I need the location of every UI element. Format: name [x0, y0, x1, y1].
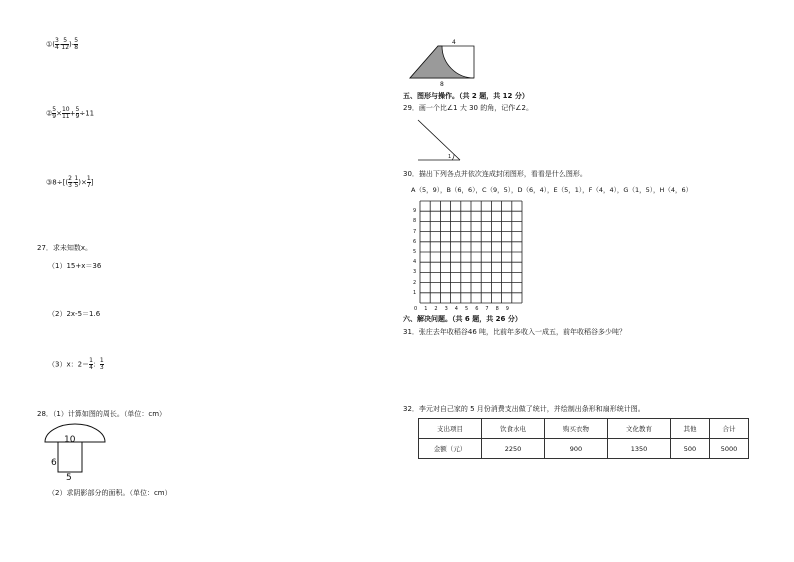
q28-title: 28．（1）计算如图的周长。（单位：cm） — [37, 410, 167, 418]
fraction: $\frac{1}{5}$ — [74, 175, 79, 189]
calc-item-2: ② $\frac{5}{9}$ × $\frac{10}{11}$ + $\frac{5}{9}$ ÷11 — [46, 106, 95, 120]
q29: 29．画一个比∠1 大 30 的角，记作∠2。 — [403, 104, 533, 112]
fraction: $\frac{1}{3}$ — [99, 357, 104, 371]
shaded-trapezoid-figure — [408, 44, 478, 82]
q31: 31．张庄去年收稻谷46 吨，比前年多收入一成五，前年收稻谷多少吨？ — [403, 328, 627, 336]
grid-x-label: 1 — [424, 306, 428, 312]
fig-label-6: 6 — [51, 458, 57, 468]
grid-x-label: 9 — [505, 306, 509, 312]
row-label-cell: 金额（元） — [419, 439, 482, 459]
value-cell: 900 — [545, 439, 608, 459]
fraction: $\frac{5}{9}$ — [75, 106, 80, 120]
grid-x-label: 8 — [495, 306, 499, 312]
grid-x-label: 0 — [414, 306, 418, 312]
angle-figure — [416, 118, 462, 162]
fraction: $\frac{5}{8}$ — [74, 37, 79, 51]
section-6-heading: 六、解决问题。（共 6 题，共 26 分） — [403, 315, 522, 323]
header-cell: 支出项目 — [419, 419, 482, 439]
grid-x-label: 6 — [475, 306, 479, 312]
grid-y-label: 3 — [413, 269, 417, 276]
expense-table — [418, 418, 749, 459]
grid-x-label: 5 — [465, 306, 469, 312]
fraction: $\frac{5}{12}$ — [61, 37, 70, 51]
grid-y-label: 2 — [413, 279, 417, 286]
table-header-row — [419, 419, 749, 439]
table-row — [419, 439, 749, 459]
grid-x-label: 4 — [454, 306, 458, 312]
angle-label: 1 — [448, 154, 452, 160]
grid-x-label: 2 — [434, 306, 438, 312]
q27-c: （3）x：2＝ $\frac{1}{4}$ ： $\frac{1}{3}$ — [48, 357, 104, 371]
grid-y-label: 8 — [413, 218, 417, 225]
fraction: $\frac{5}{9}$ — [52, 106, 57, 120]
section-5-heading: 五、图形与操作。（共 2 题，共 12 分） — [403, 92, 529, 100]
header-cell: 文化教育 — [608, 419, 671, 439]
header-cell: 购买衣物 — [545, 419, 608, 439]
item-2-label: ② — [46, 109, 53, 118]
fig-label-10: 10 — [64, 435, 76, 445]
header-cell: 饮食水电 — [482, 419, 545, 439]
q27-a: （1）15+x＝36 — [48, 262, 102, 270]
item-3-label: ③ — [46, 178, 53, 187]
value-cell: 1350 — [608, 439, 671, 459]
grid-y-label: 9 — [413, 208, 417, 215]
grid-x-label: 7 — [485, 306, 489, 312]
value-cell: 500 — [671, 439, 710, 459]
fraction: $\frac{1}{7}$ — [86, 175, 91, 189]
grid-x-label: 3 — [444, 306, 448, 312]
q27-title: 27．求未知数x。 — [37, 244, 93, 252]
fraction: $\frac{1}{4}$ — [89, 357, 93, 371]
grid-y-label: 6 — [413, 238, 417, 245]
fraction: $\frac{2}{3}$ — [68, 175, 72, 189]
grid-y-label: 1 — [413, 289, 417, 296]
trapezoid-top-label: 4 — [452, 39, 456, 46]
value-cell: 5000 — [710, 439, 749, 459]
calc-item-3: ③8÷[( $\frac{2}{3}$ - $\frac{1}{5}$ )× $\frac{1}{7}$ ] — [46, 175, 94, 189]
q27-b: （2）2x-5＝1.6 — [48, 310, 101, 318]
grid-y-label: 5 — [413, 249, 417, 255]
fig-label-5: 5 — [66, 473, 72, 483]
q30: 30．描出下列各点并依次连成封闭图形，看看是什么图形。 — [403, 170, 587, 178]
value-cell: 2250 — [482, 439, 545, 459]
perimeter-figure — [40, 422, 110, 484]
item-1-label: ① — [46, 40, 53, 49]
grid-y-label: 7 — [413, 228, 417, 235]
points-list: A（5，9），B（6，6），C（9，5），D（6，4），E（5，1），F（4，4），G（1，5），H（4，6） — [411, 186, 693, 194]
q32: 32．李元对自己家的 5 月份消费支出做了统计，并绘制出条形和扇形统计图。 — [403, 405, 645, 413]
trapezoid-bottom-label: 8 — [440, 81, 444, 88]
fraction: $\frac{10}{11}$ — [61, 106, 70, 120]
calc-item-1: ①( $\frac{3}{4}$ - $\frac{5}{12}$ )- $\frac{5}{8}$ — [46, 37, 79, 51]
q28-sub2: （2）求阴影部分的面积。（单位：cm） — [48, 489, 172, 497]
fraction: $\frac{3}{4}$ — [55, 37, 59, 51]
coordinate-grid — [420, 201, 530, 306]
grid-y-label: 4 — [413, 259, 417, 266]
header-cell: 合计 — [710, 419, 749, 439]
header-cell: 其他 — [671, 419, 710, 439]
